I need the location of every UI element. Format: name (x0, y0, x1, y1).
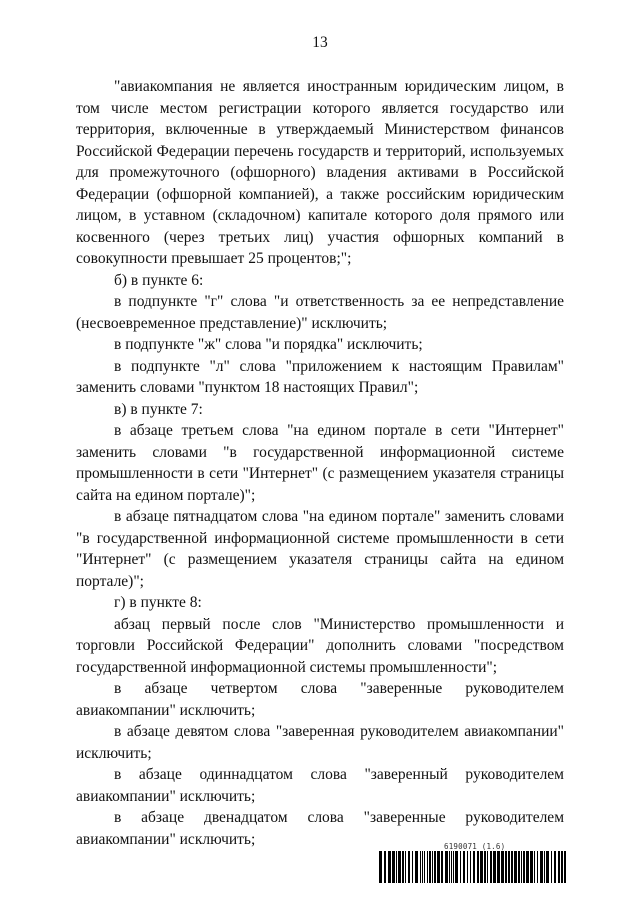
paragraph: в) в пункте 7: (114, 400, 203, 418)
barcode-caption: 6190071 (1.6) (444, 842, 506, 851)
paragraph: в абзаце четвертом слова "заверенные руководителем авиакомпании" исключить; (76, 680, 564, 719)
paragraph: в подпункте "ж" слова "и порядка" исключить; (114, 336, 423, 353)
paragraph: в абзаце пятнадцатом слова "на едином портале" заменить словами "в государственной информационной системе промышленности в сети "Интернет" (с размещением указателя страницы сайта на едином портале)"; (76, 508, 564, 590)
barcode-image (379, 851, 567, 883)
paragraph: в подпункте "л" слова "приложением к настоящим Правилам" заменить словами "пунктом 18 настоящих Правил"; (76, 357, 564, 396)
document-body (76, 76, 564, 850)
paragraph: в абзаце девятом слова "заверенная руководителем авиакомпании" исключить; (76, 723, 564, 762)
paragraph: в подпункте "г" слова "и ответственность за ее непредставление (несвоевременное представление)" исключить; (76, 293, 564, 332)
paragraph: г) в пункте 8: (114, 594, 202, 611)
paragraph: в абзаце двенадцатом слова "заверенные руководителем авиакомпании" исключить; (76, 809, 564, 848)
paragraph: б) в пункте 6: (114, 271, 204, 289)
page-number: 13 (312, 34, 328, 51)
paragraph: в абзаце третьем слова "на едином портале в сети "Интернет" заменить словами "в государственной информационной системе промышленности в сети "Интернет" (с размещением указателя страницы сайта на едином портале)"; (76, 422, 564, 504)
paragraph: абзац первый после слов "Министерство промышленности и торговли Российской Федерации" дополнить словами "посредством государственной информационной системы промышленности"; (76, 615, 564, 676)
paragraph: в абзаце одиннадцатом слова "заверенный руководителем авиакомпании" исключить; (76, 766, 564, 805)
paragraph: "авиакомпания не является иностранным юридическим лицом, в том числе местом регистрации которого является государство или территория, включенные в утверждаемый Министерством финансов Российской Федерации перечень государств и территорий, используемых для промежуточного (офшорного) владения активами в Российской Федерации (офшорной компанией), а также российским юридическим лицом, в уставном (складочном) капитале которого доля прямого или косвенного (через третьих лиц) участия офшорных компаний в совокупности превышает 25 процентов;"; (76, 78, 564, 267)
